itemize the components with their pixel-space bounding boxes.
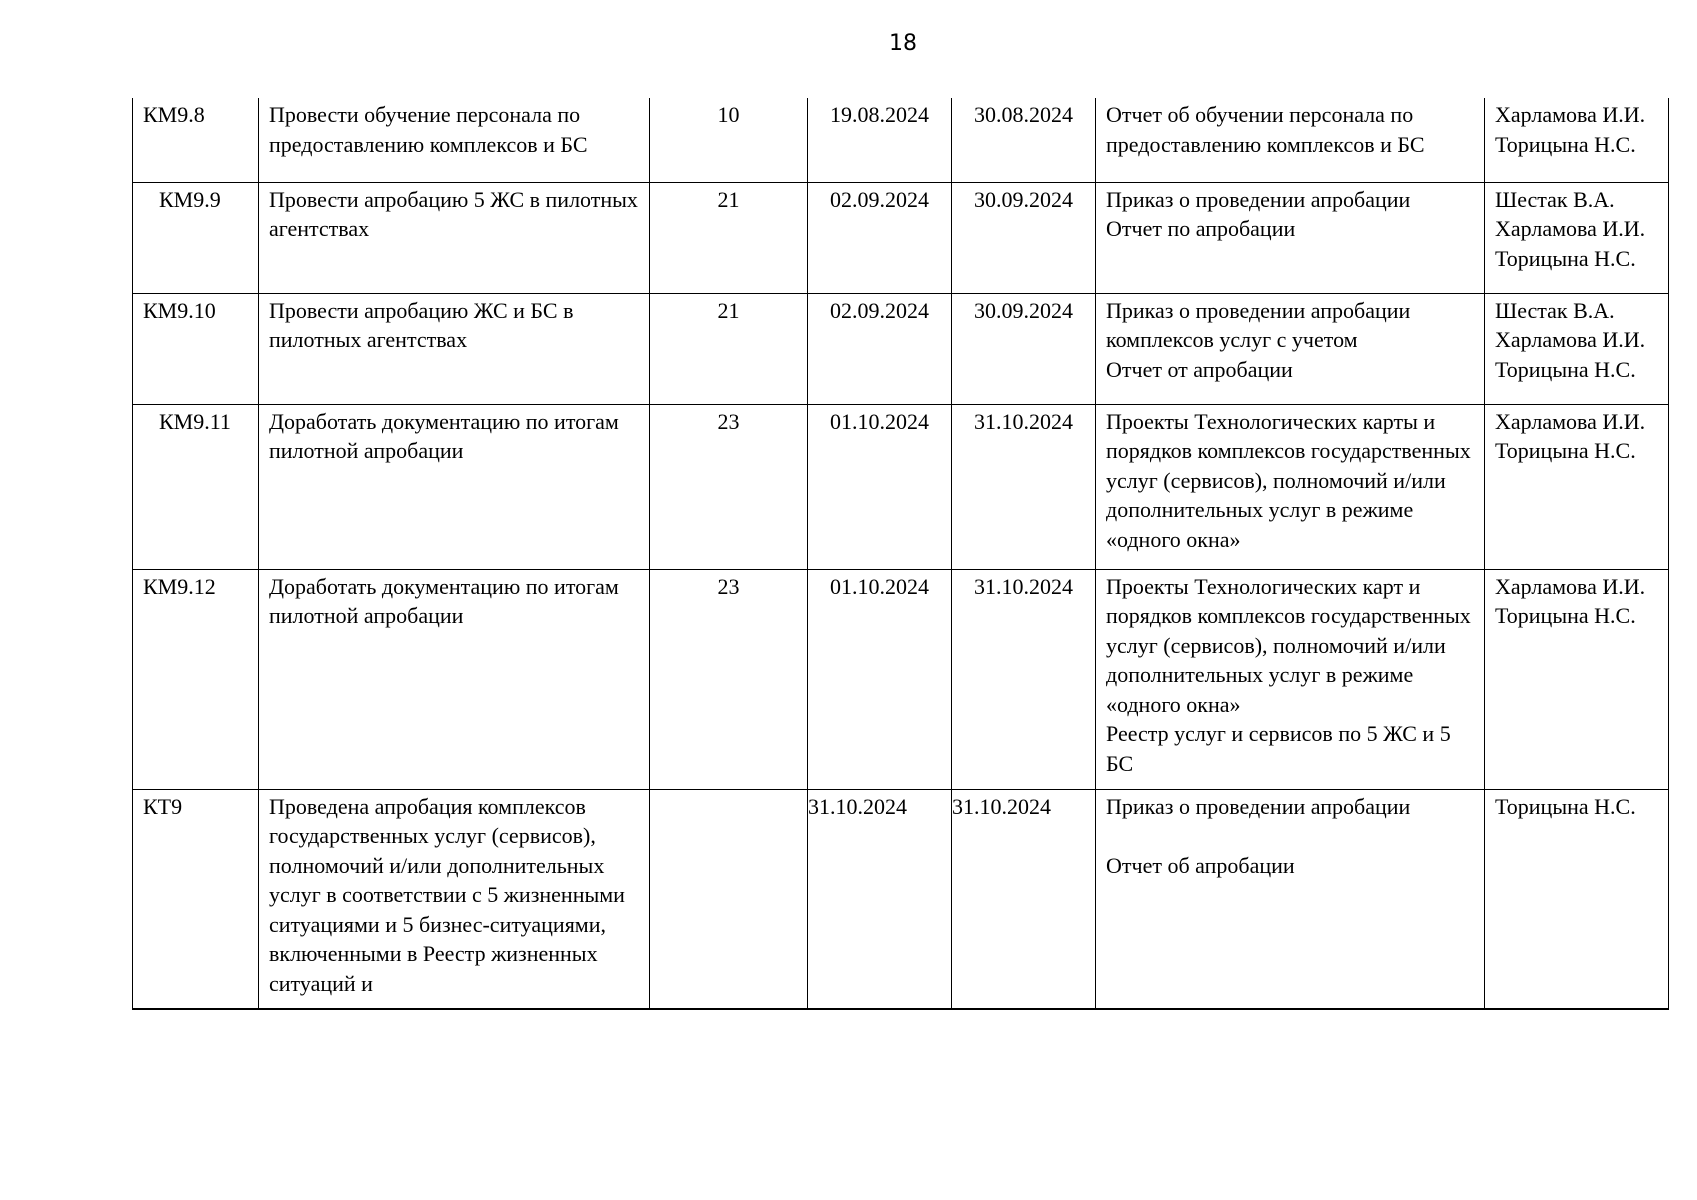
duration-days: 21 — [650, 293, 808, 404]
duration-days: 10 — [650, 98, 808, 182]
responsible-person: Харламова И.И. Торицына Н.С. — [1485, 404, 1669, 569]
task-description: Провести апробацию ЖС и БС в пилотных агентствах — [259, 293, 650, 404]
milestone-code: КМ9.11 — [133, 404, 259, 569]
end-date: 30.09.2024 — [952, 182, 1096, 293]
milestone-code: КТ9 — [133, 789, 259, 1009]
result-spacer — [1106, 821, 1474, 851]
end-date: 31.10.2024 — [952, 404, 1096, 569]
result-document — [1096, 404, 1485, 569]
task-description: Провести апробацию 5 ЖС в пилотных агентствах — [259, 182, 650, 293]
result-line: Приказ о проведении апробации — [1106, 186, 1411, 212]
task-description: Доработать документацию по итогам пилотной апробации — [259, 404, 650, 569]
result-line: Отчет об обучении персонала по предоставлению комплексов и БС — [1106, 102, 1425, 157]
responsible-person: Харламова И.И. Торицына Н.С. — [1485, 569, 1669, 789]
table-row — [133, 293, 1669, 404]
result-line: Проекты Технологических карты и порядков комплексов государственных услуг (сервисов), полномочий и/или дополнительных услуг в режиме «одного окна» — [1106, 408, 1471, 552]
start-date: 19.08.2024 — [808, 98, 952, 182]
result-line: Реестр услуг и сервисов по 5 ЖС и 5 БС — [1106, 721, 1451, 776]
result-document — [1096, 182, 1485, 293]
result-document — [1096, 98, 1485, 182]
responsible-person: Шестак В.А. Харламова И.И. Торицына Н.С. — [1485, 293, 1669, 404]
table-row — [133, 789, 1669, 1009]
table-row — [133, 182, 1669, 293]
duration-days: 23 — [650, 569, 808, 789]
result-line: Приказ о проведении апробации — [1106, 793, 1411, 819]
start-date: 02.09.2024 — [808, 293, 952, 404]
result-line: Приказ о проведении апробации комплексов услуг с учетом — [1106, 297, 1411, 352]
start-date: 01.10.2024 — [808, 404, 952, 569]
responsible-person: Харламова И.И. Торицына Н.С. — [1485, 98, 1669, 182]
responsible-person: Торицына Н.С. — [1485, 789, 1669, 1009]
page-number: 18 — [889, 31, 917, 56]
result-line: Отчет об апробации — [1106, 852, 1295, 878]
task-description: Доработать документацию по итогам пилотной апробации — [259, 569, 650, 789]
start-date: 02.09.2024 — [808, 182, 952, 293]
start-date: 31.10.2024 — [808, 789, 952, 1009]
end-date: 30.09.2024 — [952, 293, 1096, 404]
end-date: 31.10.2024 — [952, 569, 1096, 789]
duration-days: 23 — [650, 404, 808, 569]
result-line: Отчет от апробации — [1106, 356, 1293, 382]
task-description: Провести обучение персонала по предоставлению комплексов и БС — [259, 98, 650, 182]
duration-days — [650, 789, 808, 1009]
end-date: 30.08.2024 — [952, 98, 1096, 182]
table-row — [133, 98, 1669, 182]
start-date: 01.10.2024 — [808, 569, 952, 789]
result-line: Проекты Технологических карт и порядков комплексов государственных услуг (сервисов), полномочий и/или дополнительных услуг в режиме «одного окна» — [1106, 573, 1471, 717]
end-date: 31.10.2024 — [952, 789, 1096, 1009]
milestone-code: КМ9.12 — [133, 569, 259, 789]
duration-days: 21 — [650, 182, 808, 293]
table-row — [133, 569, 1669, 789]
result-document — [1096, 789, 1485, 1009]
task-description: Проведена апробация комплексов государственных услуг (сервисов), полномочий и/или дополнительных услуг в соответствии с 5 жизненными ситуациями и 5 бизнес-ситуациями, включенными в Реестр жизненных ситуаций и — [259, 789, 650, 1009]
responsible-person: Шестак В.А. Харламова И.И. Торицына Н.С. — [1485, 182, 1669, 293]
plan-table — [132, 98, 1669, 1010]
result-line: Отчет по апробации — [1106, 216, 1296, 241]
milestone-code: КМ9.10 — [133, 293, 259, 404]
milestone-code: КМ9.8 — [133, 98, 259, 182]
table-row — [133, 404, 1669, 569]
result-document — [1096, 569, 1485, 789]
milestone-code: КМ9.9 — [133, 182, 259, 293]
result-document — [1096, 293, 1485, 404]
